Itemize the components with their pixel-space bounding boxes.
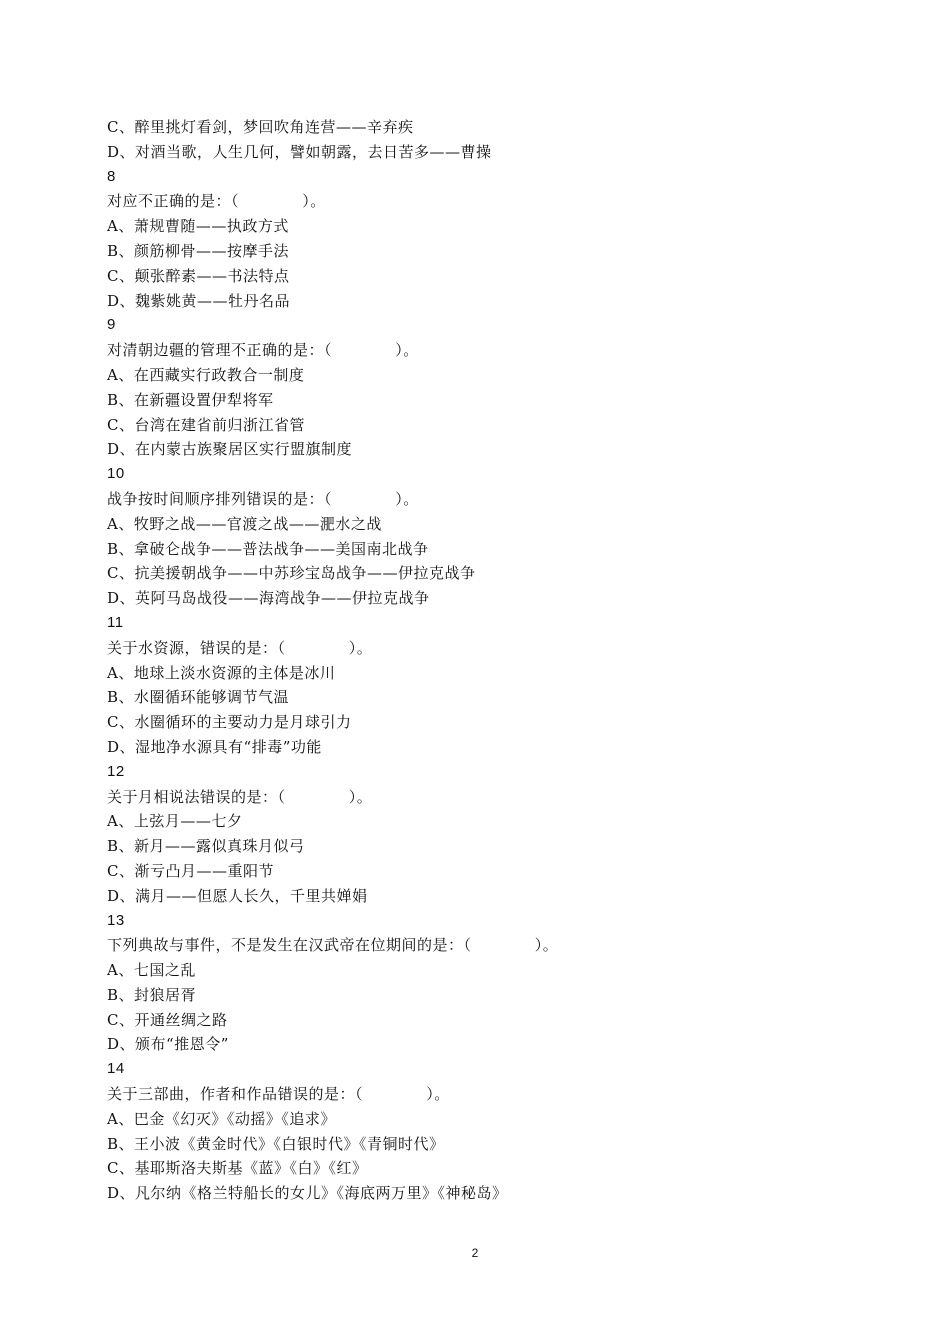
- option-line: A、萧规曹随——执政方式: [107, 217, 289, 236]
- question-number: 9: [107, 316, 116, 334]
- question-stem: 关于月相说法错误的是：（ ）。: [107, 787, 373, 806]
- option-line: C、台湾在建省前归浙江省管: [107, 415, 305, 434]
- question-number: 11: [107, 613, 124, 631]
- option-line: D、在内蒙古族聚居区实行盟旗制度: [107, 440, 353, 459]
- option-line: C、醉里挑灯看剑，梦回吹角连营——辛弃疾: [107, 118, 414, 136]
- option-line: A、地球上淡水资源的主体是冰川: [107, 663, 336, 682]
- option-line: A、上弦月——七夕: [107, 812, 243, 831]
- option-line: D、对酒当歌，人生几何，譬如朝露，去日苦多——曹操: [107, 142, 492, 161]
- question-number: 8: [107, 167, 116, 185]
- question-number: 10: [107, 465, 125, 483]
- option-line: B、水圈循环能够调节气温: [107, 688, 290, 707]
- option-line: D、满月——但愿人长久，千里共婵娟: [107, 886, 368, 905]
- option-line: D、英阿马岛战役——海湾战争——伊拉克战争: [107, 589, 430, 608]
- option-line: D、魏紫姚黄——牡丹名品: [107, 291, 291, 310]
- option-line: B、王小波《黄金时代》《白银时代》《青铜时代》: [107, 1134, 445, 1153]
- question-number: 14: [107, 1060, 125, 1078]
- option-line: A、巴金《幻灭》《动摇》《追求》: [107, 1109, 336, 1128]
- option-line: B、颜筋柳骨——按摩手法: [107, 241, 290, 260]
- option-line: A、在西藏实行政教合一制度: [107, 365, 305, 384]
- question-number: 12: [107, 762, 125, 780]
- option-line: C、基耶斯洛夫斯基《蓝》《白》《红》: [107, 1159, 368, 1178]
- question-stem: 关于水资源，错误的是：（ ）。: [107, 638, 373, 657]
- page-number: 2: [471, 1246, 479, 1260]
- question-list: [107, 115, 867, 1206]
- option-line: C、水圈循环的主要动力是月球引力: [107, 713, 352, 732]
- option-line: D、湿地净水源具有“排毒”功能: [107, 737, 322, 756]
- option-line: B、在新疆设置伊犁将军: [107, 390, 274, 409]
- question-stem: 下列典故与事件，不是发生在汉武帝在位期间的是：（ ）。: [107, 936, 559, 955]
- option-line: B、拿破仑战争——普法战争——美国南北战争: [107, 539, 429, 558]
- option-line: C、颠张醉素——书法特点: [107, 266, 290, 285]
- question-stem: 对清朝边疆的管理不正确的是：（ ）。: [107, 341, 419, 360]
- option-line: D、凡尔纳《格兰特船长的女儿》《海底两万里》《神秘岛》: [107, 1184, 508, 1203]
- option-line: D、颁布“推恩令”: [107, 1035, 229, 1054]
- option-line: B、封狼居胥: [107, 985, 197, 1004]
- option-line: B、新月——露似真珠月似弓: [107, 837, 305, 856]
- question-stem: 对应不正确的是：（ ）。: [107, 192, 326, 211]
- option-line: C、抗美援朝战争——中苏珍宝岛战争——伊拉克战争: [107, 564, 476, 583]
- option-line: C、渐亏凸月——重阳节: [107, 861, 274, 880]
- option-line: A、七国之乱: [107, 961, 196, 980]
- option-line: C、开通丝绸之路: [107, 1010, 228, 1029]
- question-number: 13: [107, 911, 125, 929]
- option-line: A、牧野之战——官渡之战——淝水之战: [107, 514, 382, 533]
- question-stem: 战争按时间顺序排列错误的是：（ ）。: [107, 489, 419, 508]
- question-stem: 关于三部曲，作者和作品错误的是：（ ）。: [107, 1085, 450, 1104]
